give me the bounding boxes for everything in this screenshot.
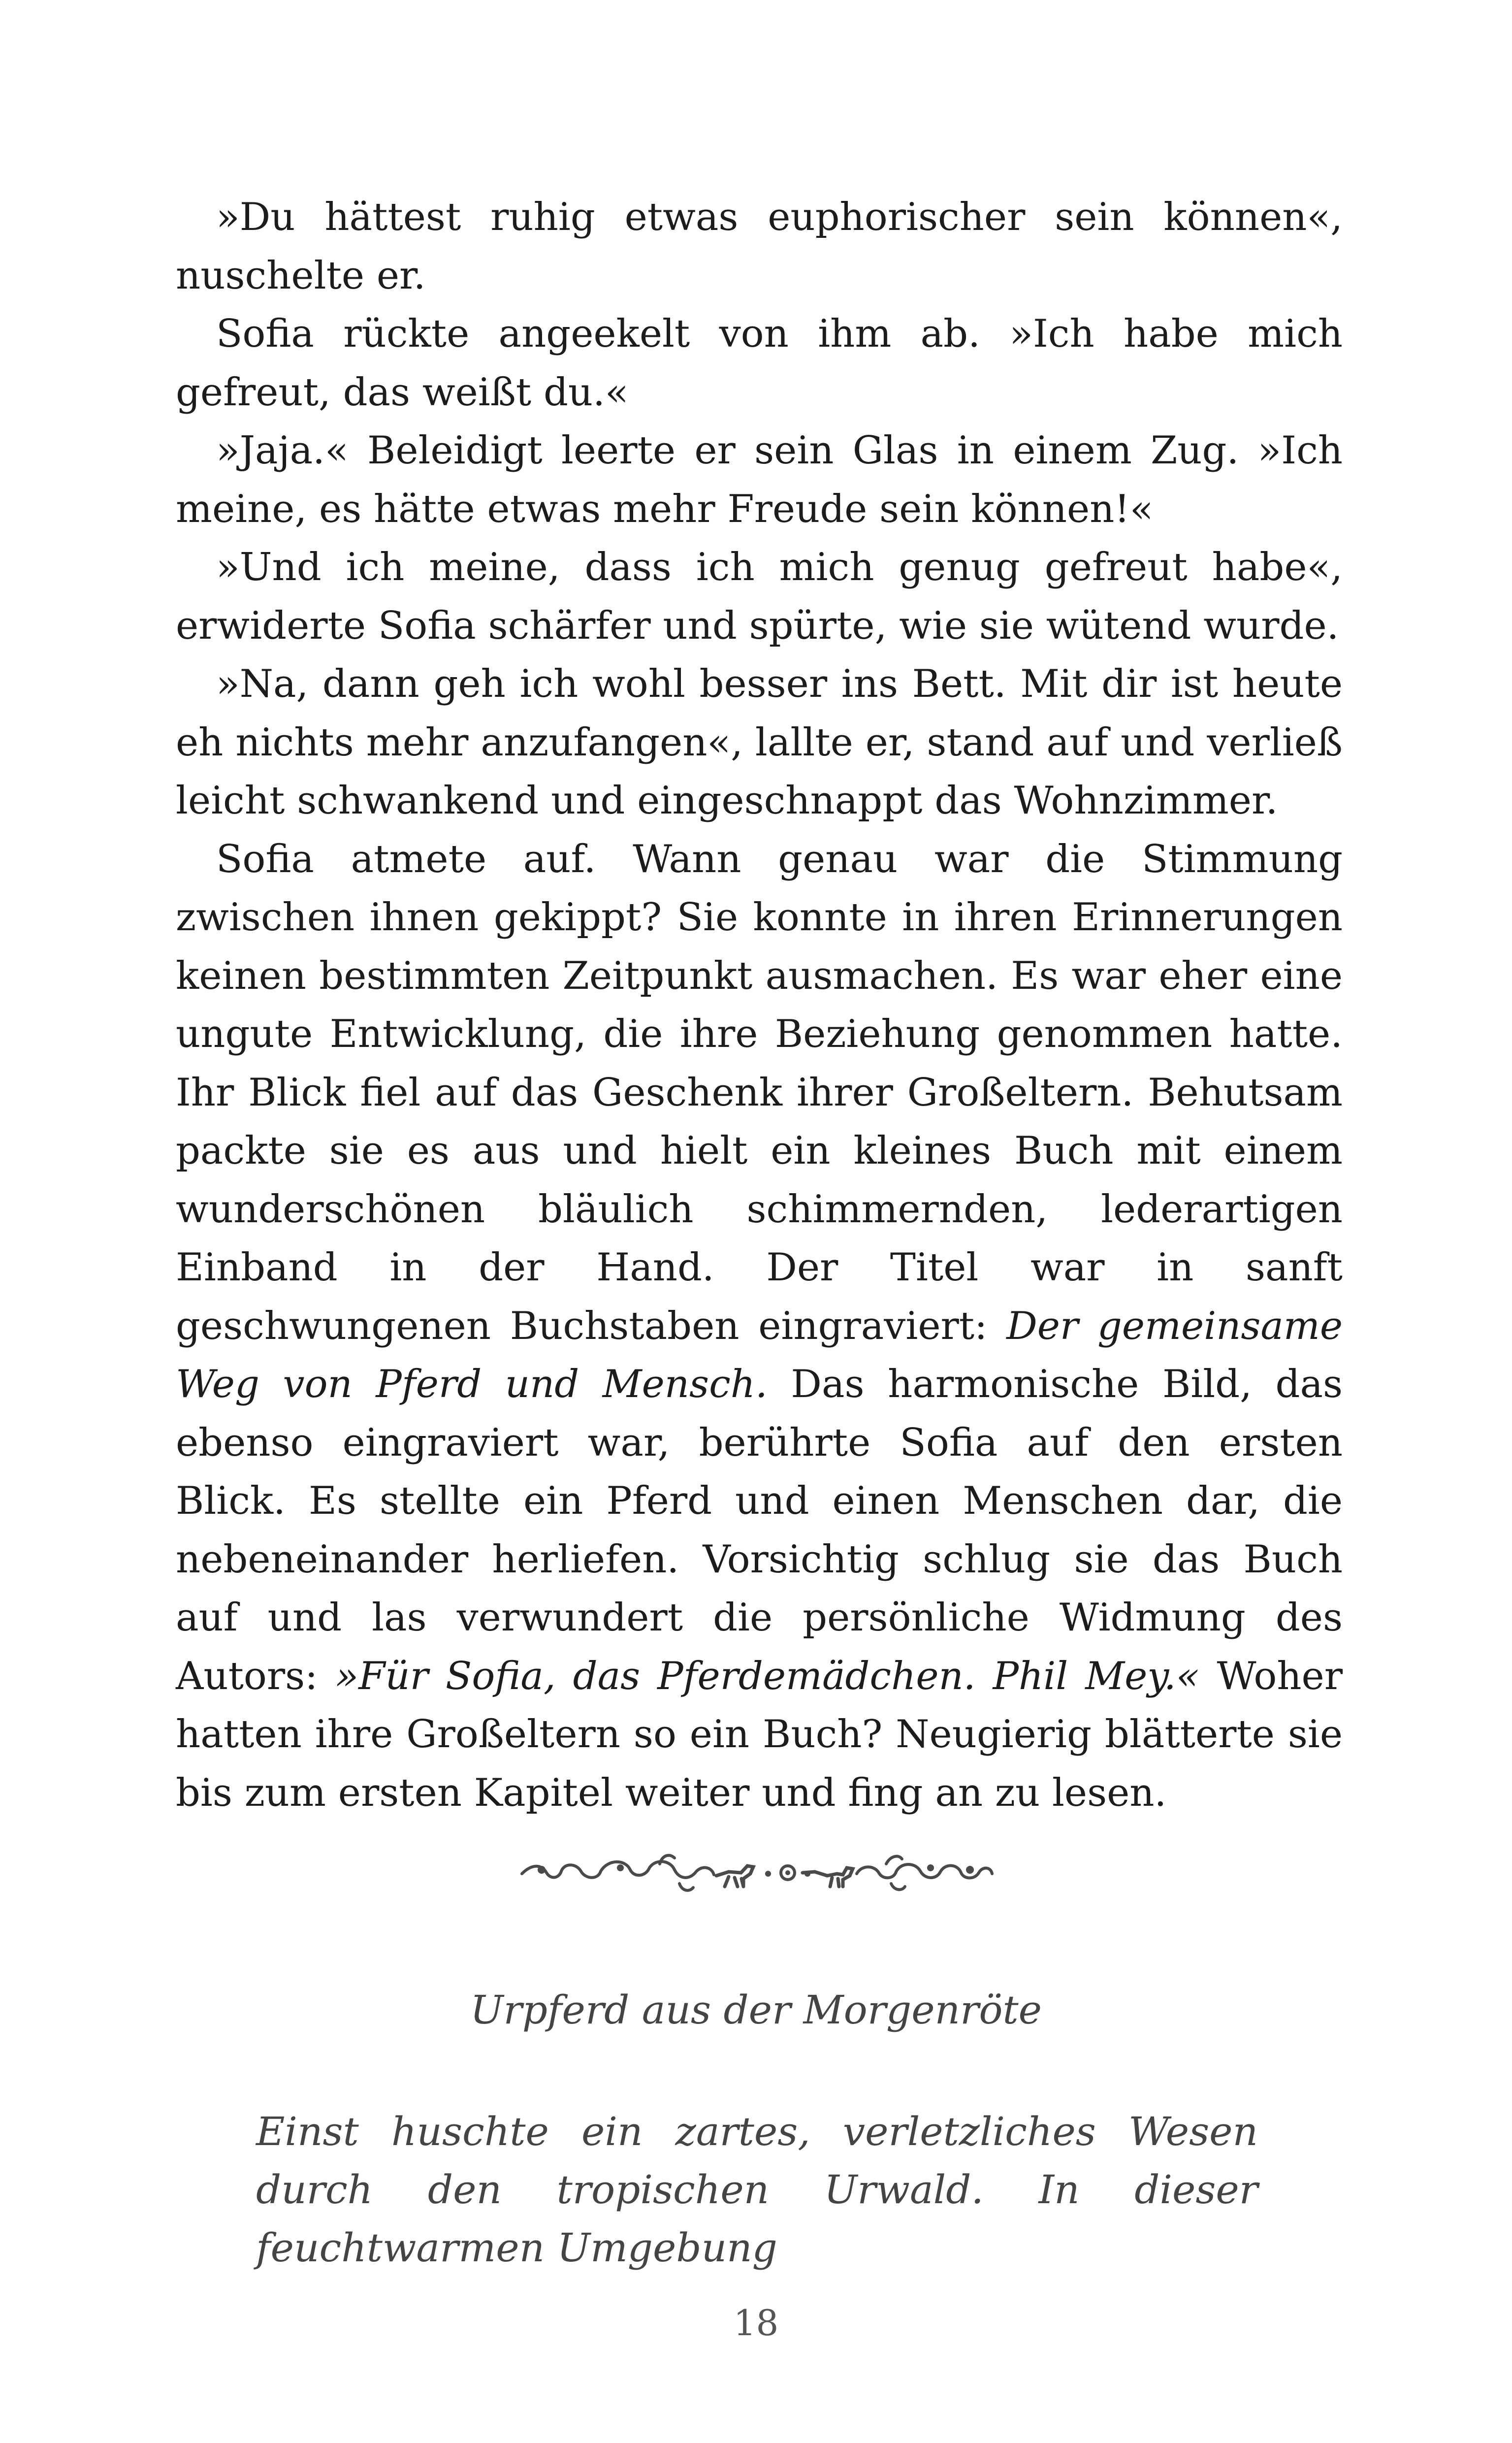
paragraph-text: Woher hatten ihre Großeltern so ein Buch? Neugierig blätterte sie bis zum ersten Kapitel weiter und fing an zu lesen. — [176, 1654, 1343, 1815]
chapter-title: Urpferd aus der Morgenröte — [470, 1987, 1042, 2033]
paragraph: »Jaja.« Beleidigt leerte er sein Glas in einem Zug. »Ich meine, es hätte etwas mehr Freude sein können!« — [176, 428, 1343, 531]
dedication: »Für Sofia, das Pferdemädchen. Phil Mey.« — [335, 1654, 1200, 1698]
paragraph-text: Das harmonische Bild, das ebenso eingraviert war, berührte Sofia auf den ersten Blick. Es stellte ein Pferd und einen Menschen dar, die nebeneinander herliefen. Vorsichtig schlug sie das Buch auf und las verwundert die persönliche Widmung des Autors: — [176, 1362, 1343, 1698]
paragraph: »Du hättest ruhig etwas euphorischer sein können«, nuschelte er. — [176, 195, 1343, 298]
paragraph: »Und ich meine, dass ich mich genug gefreut habe«, erwiderte Sofia schärfer und spürte, wie sie wütend wurde. — [176, 545, 1343, 648]
body-text — [176, 188, 1343, 1822]
paragraph: »Na, dann geh ich wohl besser ins Bett. Mit dir ist heute eh nichts mehr anzufangen«, lallte er, stand auf und verließ leicht schwankend und eingeschnappt das Wohnzimmer. — [176, 662, 1343, 823]
page-number: 18 — [733, 2302, 779, 2344]
paragraph: Sofia rückte angeekelt von ihm ab. »Ich habe mich gefreut, das weißt du.« — [176, 312, 1343, 415]
book-title: Der gemeinsame Weg von Pferd und Mensch. — [176, 1303, 1343, 1406]
horse-flourish-ornament-icon — [512, 1844, 999, 1898]
paragraph-text: Sofia atmete auf. Wann genau war die Stimmung zwischen ihnen gekippt? Sie konnte in ihren Erinnerungen keinen bestimmten Zeitpunkt ausmachen. Es war eher eine ungute Entwicklung, die ihre Beziehung genommen hatte. Ihr Blick fiel auf das Geschenk ihrer Großeltern. Behutsam packte sie es aus und hielt ein kleines Buch mit einem wunderschönen bläulich schimmernden, lederartigen Einband in der Hand. Der Titel war in sanft geschwungenen Buchstaben eingraviert: — [176, 837, 1343, 1348]
chapter-text: Einst huschte ein zartes, verletzliches Wesen durch den tropischen Urwald. In dieser feuchtwarmen Umgebung — [256, 2109, 1258, 2271]
paragraph — [176, 830, 1343, 1823]
